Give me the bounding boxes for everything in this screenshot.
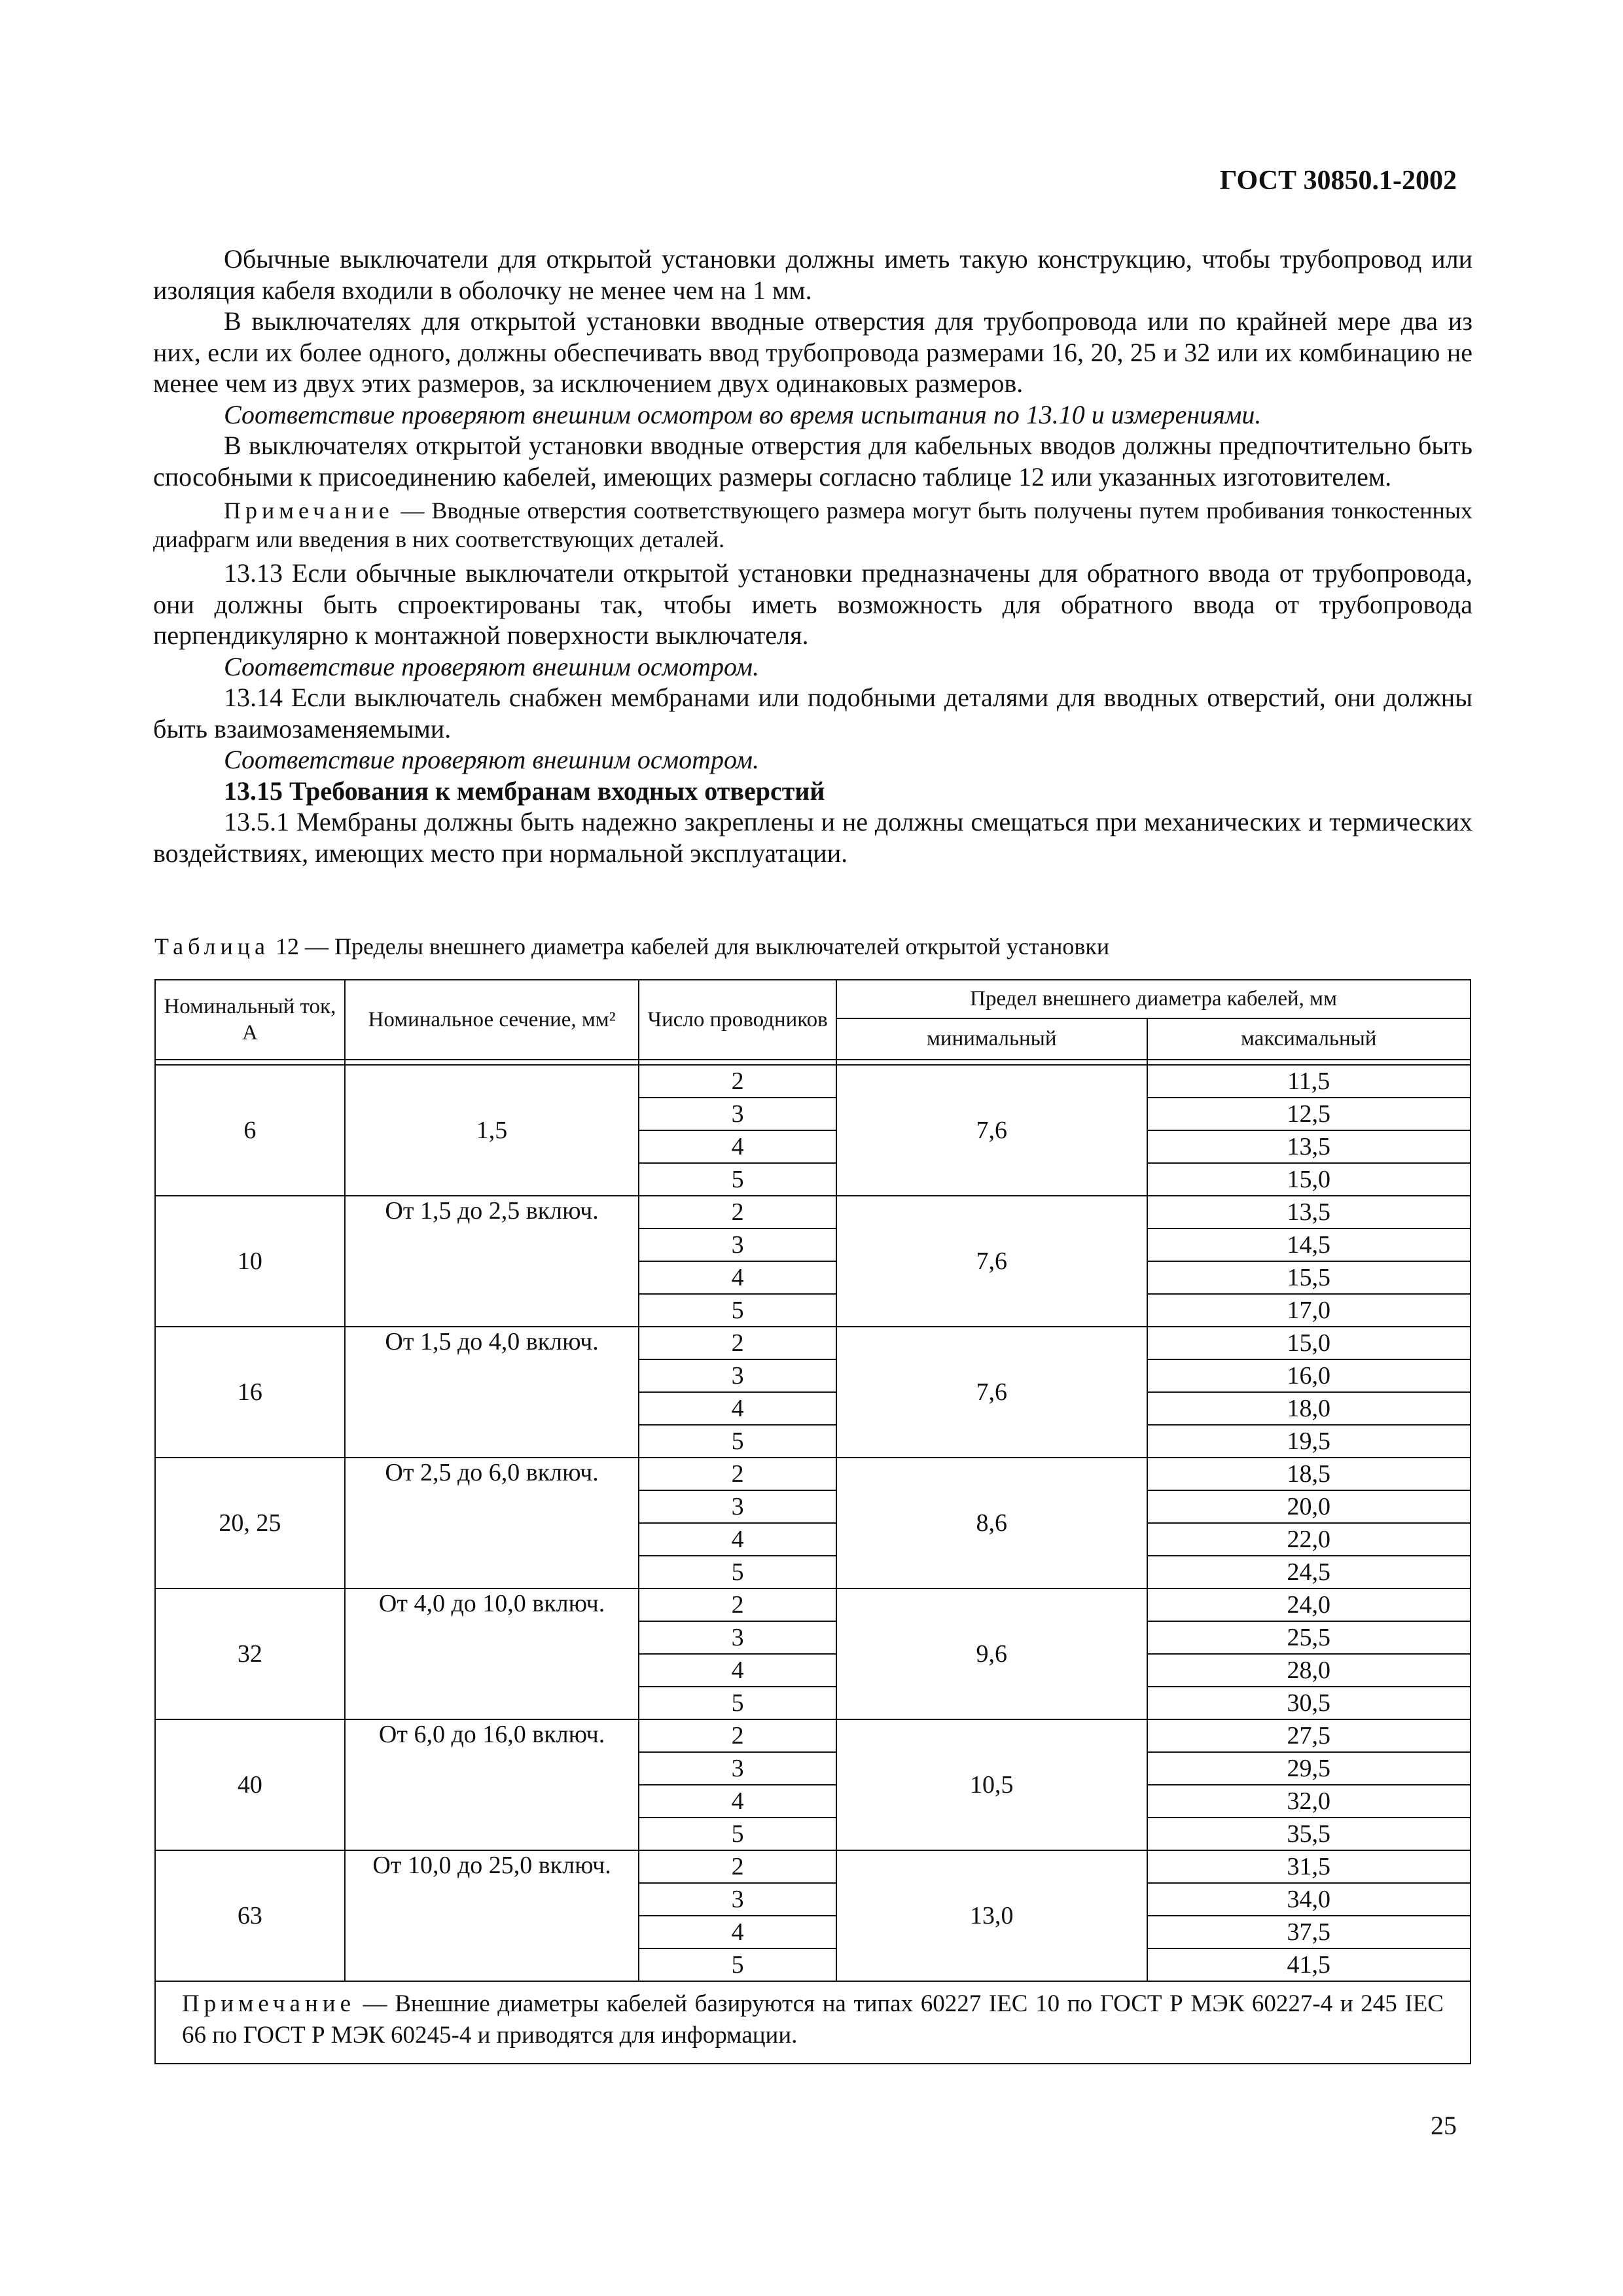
cell-current: 6 — [155, 1065, 345, 1196]
cell-max-diameter: 15,0 — [1147, 1163, 1471, 1196]
cell-max-diameter: 18,0 — [1147, 1392, 1471, 1425]
paragraph: 13.14 Если выключатель снабжен мембранами или подобными деталями для вводных отверстий, они должны быть взаимозаменяемыми. — [153, 683, 1472, 744]
cell-min-diameter: 10,5 — [836, 1719, 1147, 1850]
document-code: ГОСТ 30850.1-2002 — [1219, 166, 1457, 196]
cell-conductors: 3 — [639, 1229, 836, 1261]
cell-max-diameter: 16,0 — [1147, 1359, 1471, 1392]
cell-max-diameter: 17,0 — [1147, 1294, 1471, 1327]
cell-conductors: 3 — [639, 1883, 836, 1916]
paragraph-italic: Соответствие проверяют внешним осмотром во время испытания по 13.10 и измерениями. — [224, 399, 1262, 429]
cell-max-diameter: 30,5 — [1147, 1687, 1471, 1719]
cell-conductors: 2 — [639, 1065, 836, 1098]
table-note-label: Примечание — [182, 1990, 355, 2017]
cell-conductors: 5 — [639, 1687, 836, 1719]
cell-current: 10 — [155, 1196, 345, 1327]
cell-max-diameter: 22,0 — [1147, 1523, 1471, 1556]
cell-conductors: 4 — [639, 1916, 836, 1948]
cell-current: 40 — [155, 1719, 345, 1850]
cell-max-diameter: 24,5 — [1147, 1556, 1471, 1588]
cell-conductors: 3 — [639, 1490, 836, 1523]
cell-conductors: 3 — [639, 1359, 836, 1392]
body-text — [153, 243, 1472, 869]
cell-section: 1,5 — [345, 1065, 639, 1196]
cell-conductors: 4 — [639, 1523, 836, 1556]
cell-conductors: 3 — [639, 1098, 836, 1130]
cell-max-diameter: 32,0 — [1147, 1785, 1471, 1818]
table-caption-text: 12 — Пределы внешнего диаметра кабелей для выключателей открытой установки — [275, 933, 1110, 960]
header-max: максимальный — [1147, 1018, 1471, 1060]
cell-conductors: 5 — [639, 1556, 836, 1588]
paragraph-italic: Соответствие проверяют внешним осмотром. — [224, 745, 760, 774]
cell-current: 63 — [155, 1850, 345, 1981]
table-note-text: — Внешние диаметры кабелей базируются на типах 60227 IEC 10 по ГОСТ Р МЭК 60227-4 и 245 IEC 66 по ГОСТ Р МЭК 60245-4 и приводятся для информации. — [182, 1990, 1444, 2049]
cell-section: От 4,0 до 10,0 включ. — [345, 1588, 639, 1719]
page-number: 25 — [1431, 2111, 1457, 2140]
cell-section: От 6,0 до 16,0 включ. — [345, 1719, 639, 1850]
cell-min-diameter: 7,6 — [836, 1196, 1147, 1327]
cell-section: От 1,5 до 2,5 включ. — [345, 1196, 639, 1327]
cell-conductors: 5 — [639, 1294, 836, 1327]
cell-max-diameter: 14,5 — [1147, 1229, 1471, 1261]
cell-max-diameter: 25,5 — [1147, 1621, 1471, 1654]
table-row — [155, 1327, 1471, 1359]
cell-max-diameter: 37,5 — [1147, 1916, 1471, 1948]
note — [153, 496, 1472, 554]
cell-section: От 1,5 до 4,0 включ. — [345, 1327, 639, 1458]
cell-conductors: 5 — [639, 1163, 836, 1196]
table-caption — [154, 933, 1109, 960]
cell-min-diameter: 13,0 — [836, 1850, 1147, 1981]
table-caption-label: Таблица — [154, 933, 270, 960]
cell-conductors: 4 — [639, 1654, 836, 1687]
cell-section: От 10,0 до 25,0 включ. — [345, 1850, 639, 1981]
note-label: Примечание — [224, 497, 394, 524]
header-section: Номинальное сечение, мм² — [345, 980, 639, 1060]
table-row — [155, 1458, 1471, 1490]
cell-max-diameter: 27,5 — [1147, 1719, 1471, 1752]
note-text: — Вводные отверстия соответствующего размера могут быть получены путем пробивания тонкостенных диафрагм или введения в них соответствующих деталей. — [153, 497, 1472, 552]
cell-conductors: 2 — [639, 1588, 836, 1621]
cell-max-diameter: 11,5 — [1147, 1065, 1471, 1098]
header-current: Номинальный ток, А — [155, 980, 345, 1060]
table-note — [155, 1981, 1471, 2064]
cell-max-diameter: 15,5 — [1147, 1261, 1471, 1294]
cell-max-diameter: 13,5 — [1147, 1196, 1471, 1229]
cell-max-diameter: 31,5 — [1147, 1850, 1471, 1883]
cell-current: 20, 25 — [155, 1458, 345, 1588]
paragraph: В выключателях для открытой установки вводные отверстия для трубопровода или по крайней мере два из них, если их более одного, должны обеспечивать ввод трубопровода размерами 16, 20, 25 и 32 или их комбинацию не менее чем из двух этих размеров, за исключением двух одинаковых размеров. — [153, 306, 1472, 398]
cell-conductors: 2 — [639, 1850, 836, 1883]
cell-conductors: 5 — [639, 1818, 836, 1850]
cell-conductors: 2 — [639, 1196, 836, 1229]
cell-section: От 2,5 до 6,0 включ. — [345, 1458, 639, 1588]
cell-conductors: 2 — [639, 1327, 836, 1359]
cell-max-diameter: 13,5 — [1147, 1130, 1471, 1163]
header-min: минимальный — [836, 1018, 1147, 1060]
cell-max-diameter: 12,5 — [1147, 1098, 1471, 1130]
cell-conductors: 4 — [639, 1261, 836, 1294]
table-spacer-row — [155, 1060, 1471, 1065]
cell-conductors: 4 — [639, 1130, 836, 1163]
cell-min-diameter: 7,6 — [836, 1065, 1147, 1196]
cell-conductors: 2 — [639, 1719, 836, 1752]
header-limit: Предел внешнего диаметра кабелей, мм — [836, 980, 1471, 1018]
paragraph: 13.13 Если обычные выключатели открытой установки предназначены для обратного ввода от трубопровода, они должны быть спроектированы так, чтобы иметь возможность для обратного ввода от трубопровода перпендикулярно к монтажной поверхности выключателя. — [153, 558, 1472, 650]
cell-max-diameter: 19,5 — [1147, 1425, 1471, 1458]
paragraph-italic: Соответствие проверяют внешним осмотром. — [224, 651, 760, 681]
cell-max-diameter: 29,5 — [1147, 1752, 1471, 1785]
cell-max-diameter: 34,0 — [1147, 1883, 1471, 1916]
cell-max-diameter: 15,0 — [1147, 1327, 1471, 1359]
table-row — [155, 1065, 1471, 1098]
cable-diameter-table — [154, 979, 1471, 2064]
cell-conductors: 4 — [639, 1785, 836, 1818]
cell-current: 16 — [155, 1327, 345, 1458]
cell-max-diameter: 24,0 — [1147, 1588, 1471, 1621]
cell-conductors: 5 — [639, 1948, 836, 1981]
cell-max-diameter: 28,0 — [1147, 1654, 1471, 1687]
cell-current: 32 — [155, 1588, 345, 1719]
paragraph: В выключателях открытой установки вводные отверстия для кабельных вводов должны предпочтительно быть способными к присоединению кабелей, имеющих размеры согласно таблице 12 или указанных изготовителем. — [153, 431, 1472, 492]
paragraph: 13.5.1 Мембраны должны быть надежно закреплены и не должны смещаться при механических и термических воздействиях, имеющих место при нормальной эксплуатации. — [153, 807, 1472, 868]
cell-max-diameter: 35,5 — [1147, 1818, 1471, 1850]
table-row — [155, 1588, 1471, 1621]
cell-conductors: 3 — [639, 1621, 836, 1654]
table-row — [155, 1719, 1471, 1752]
section-heading: 13.15 Требования к мембранам входных отверстий — [224, 776, 825, 806]
paragraph: Обычные выключатели для открытой установки должны иметь такую конструкцию, чтобы трубопровод или изоляция кабеля входили в оболочку не менее чем на 1 мм. — [153, 244, 1472, 305]
cell-max-diameter: 18,5 — [1147, 1458, 1471, 1490]
header-conductors: Число проводников — [639, 980, 836, 1060]
cell-conductors: 5 — [639, 1425, 836, 1458]
cell-conductors: 4 — [639, 1392, 836, 1425]
cell-min-diameter: 9,6 — [836, 1588, 1147, 1719]
cell-min-diameter: 8,6 — [836, 1458, 1147, 1588]
table-row — [155, 1196, 1471, 1229]
cell-min-diameter: 7,6 — [836, 1327, 1147, 1458]
cell-max-diameter: 20,0 — [1147, 1490, 1471, 1523]
cell-conductors: 2 — [639, 1458, 836, 1490]
table-row — [155, 1850, 1471, 1883]
cell-max-diameter: 41,5 — [1147, 1948, 1471, 1981]
cell-conductors: 3 — [639, 1752, 836, 1785]
